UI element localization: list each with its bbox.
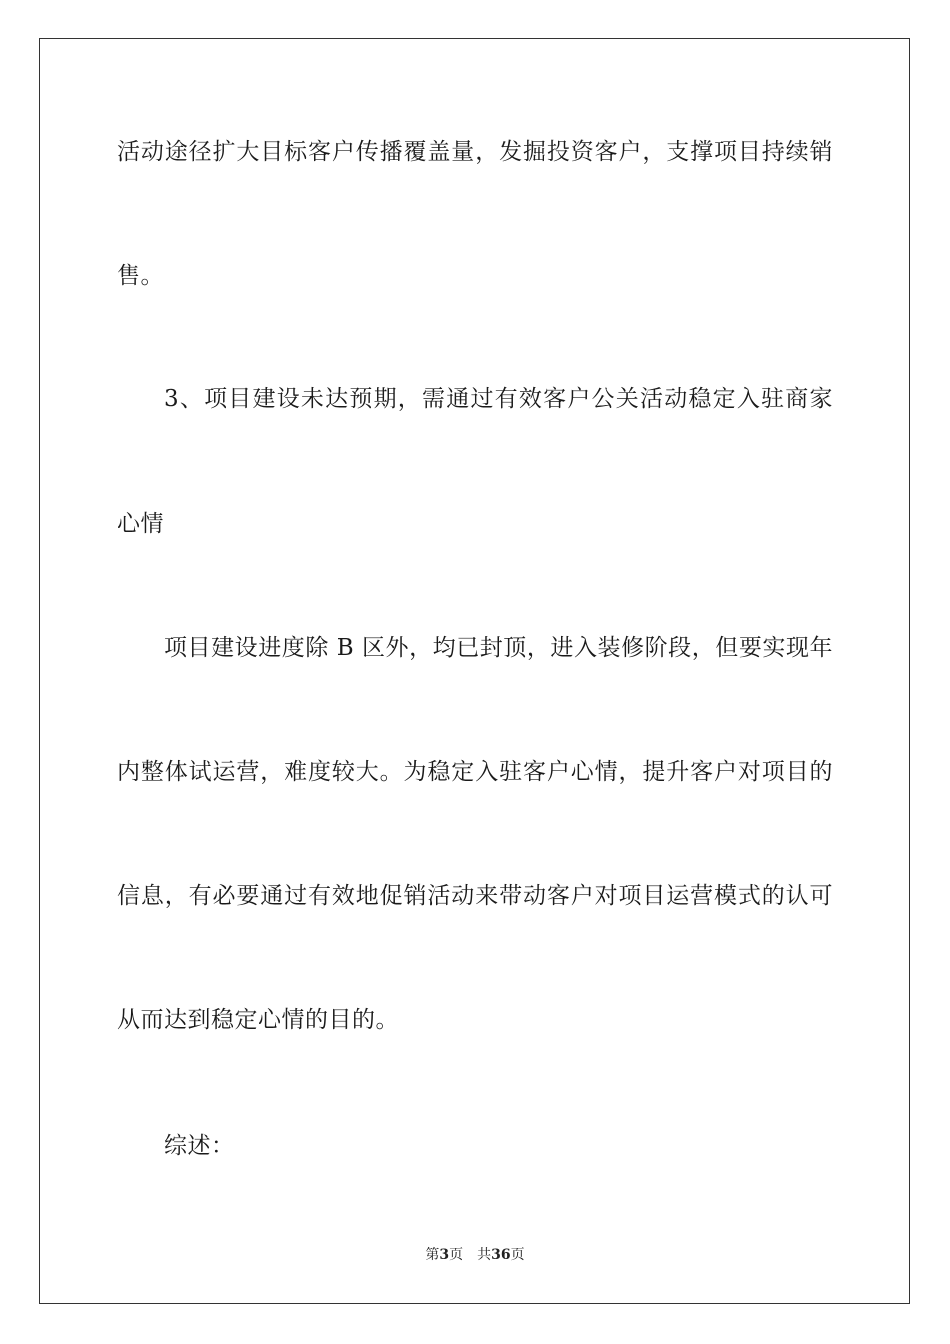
total-prefix: 共 [477, 1247, 492, 1263]
page-border [39, 38, 910, 1304]
body-line-7: 信息，有必要通过有效地促销活动来带动客户对项目运营模式的认可 [117, 883, 833, 909]
body-line-1: 活动途径扩大目标客户传播覆盖量，发掘投资客户，支撑项目持续销 [117, 139, 833, 165]
total-suffix: 页 [510, 1247, 525, 1263]
page-suffix: 页 [449, 1247, 464, 1263]
page-prefix: 第 [425, 1247, 440, 1263]
section-heading-3-continued: 心情 [117, 511, 164, 537]
page-footer [0, 1246, 950, 1264]
body-line-2: 售。 [117, 263, 164, 289]
total-pages: 36 [491, 1247, 511, 1263]
body-line-5: 项目建设进度除 B 区外，均已封顶，进入装修阶段，但要实现年 [164, 635, 833, 661]
section-heading-3: 3、项目建设未达预期，需通过有效客户公关活动稳定入驻商家 [164, 386, 833, 412]
summary-heading: 综述： [164, 1133, 235, 1159]
body-line-6: 内整体试运营，难度较大。为稳定入驻客户心情，提升客户对项目的 [117, 759, 833, 785]
body-line-8: 从而达到稳定心情的目的。 [117, 1007, 399, 1033]
page-number: 3 [439, 1247, 450, 1263]
